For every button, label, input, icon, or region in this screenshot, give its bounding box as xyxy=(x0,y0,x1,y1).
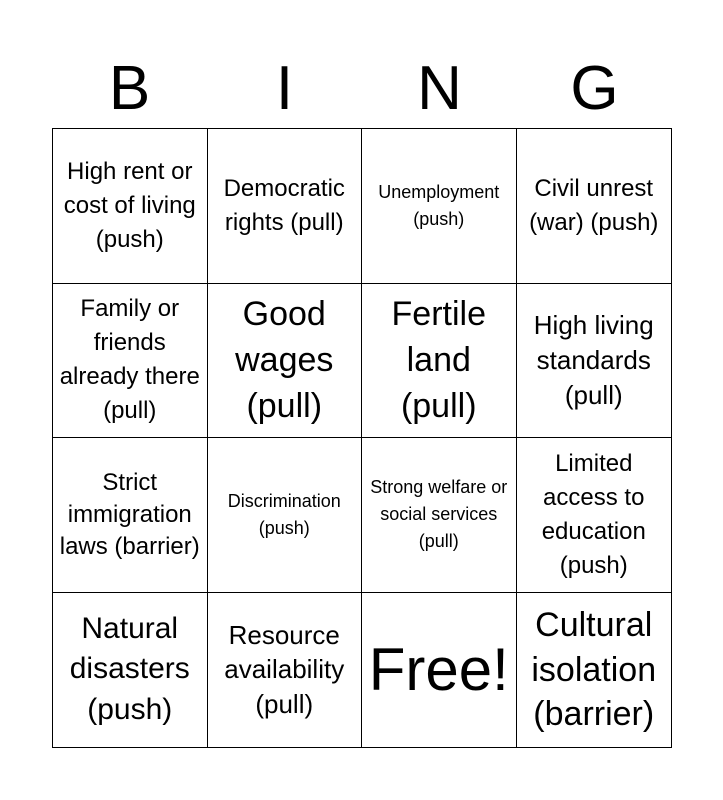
cell-text: Strict immigration laws (barrier) xyxy=(59,468,200,560)
bingo-card-grid xyxy=(52,128,672,748)
bingo-cell-4[interactable] xyxy=(517,129,672,284)
cell-text: Fertile land (pull) xyxy=(391,294,486,426)
bingo-cell-16[interactable] xyxy=(517,593,672,748)
header-letter-b: B xyxy=(108,54,151,123)
bingo-cell-12[interactable] xyxy=(517,438,672,593)
cell-text: Discrimination (push) xyxy=(227,490,341,538)
bingo-cell-9[interactable] xyxy=(53,438,208,593)
cell-text: Family or friends already there (pull) xyxy=(59,295,200,425)
free-space-label: Free! xyxy=(368,635,509,703)
bingo-cell-14[interactable] xyxy=(208,593,363,748)
cell-text: Limited access to education (push) xyxy=(541,449,646,579)
cell-text: High rent or cost of living (push) xyxy=(63,157,196,253)
bingo-cell-6[interactable] xyxy=(208,284,363,439)
bingo-cell-7[interactable] xyxy=(362,284,517,439)
bingo-cell-11[interactable] xyxy=(362,438,517,593)
header-letter-g: G xyxy=(570,54,619,123)
free-space-cell[interactable] xyxy=(362,593,517,748)
cell-text: Strong welfare or social services (pull) xyxy=(370,477,508,552)
cell-text: High living standards (pull) xyxy=(533,310,654,410)
header-letter-n: N xyxy=(417,54,462,123)
cell-text: Good wages (pull) xyxy=(235,294,334,426)
bingo-cell-13[interactable] xyxy=(53,593,208,748)
cell-text: Natural disasters (push) xyxy=(69,611,190,727)
bingo-cell-1[interactable] xyxy=(53,129,208,284)
cell-text: Cultural isolation (barrier) xyxy=(531,606,657,733)
cell-text: Civil unrest (war) (push) xyxy=(529,174,659,236)
header-letter-i: I xyxy=(275,54,294,123)
bingo-cell-8[interactable] xyxy=(517,284,672,439)
cell-text: Resource availability (pull) xyxy=(224,619,345,720)
bingo-cell-2[interactable] xyxy=(208,129,363,284)
cell-text: Unemployment (push) xyxy=(378,181,500,229)
bingo-cell-10[interactable] xyxy=(208,438,363,593)
bingo-cell-3[interactable] xyxy=(362,129,517,284)
bingo-cell-5[interactable] xyxy=(53,284,208,439)
cell-text: Democratic rights (pull) xyxy=(223,174,345,236)
bingo-header xyxy=(52,50,672,128)
